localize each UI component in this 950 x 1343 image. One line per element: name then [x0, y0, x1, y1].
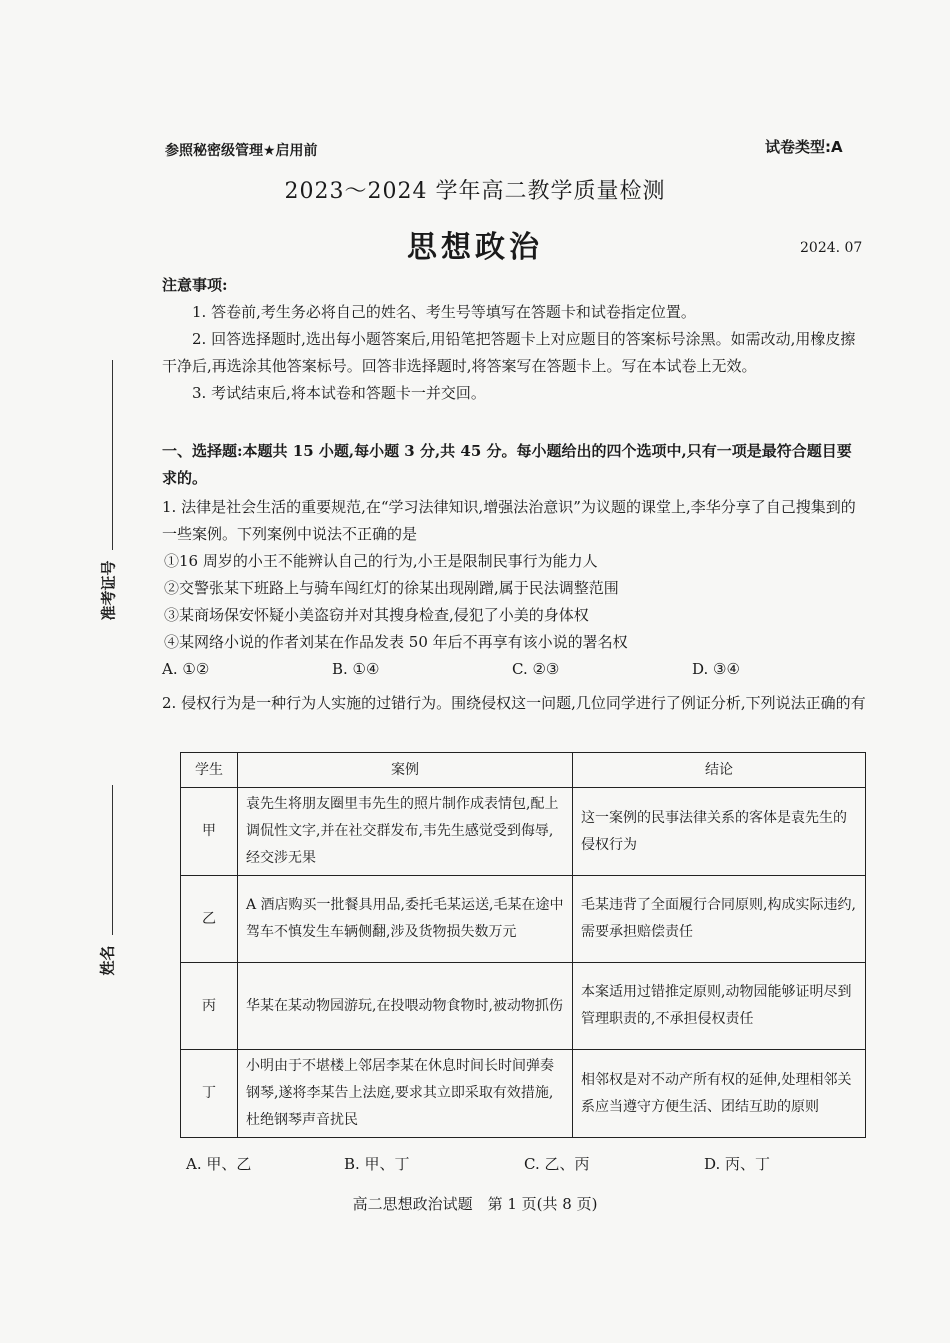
question-1-choices: [162, 656, 866, 683]
exam-title: 2023～2024 学年高二教学质量检测: [284, 179, 666, 204]
choice-b: B. 甲、丁: [344, 1155, 410, 1173]
exam-id-line: [112, 360, 113, 550]
conclusion-cell: 这一案例的民事法律关系的客体是袁先生的侵权行为: [573, 788, 866, 876]
paper-type: 试卷类型:A: [765, 138, 843, 156]
student-cell: 丙: [181, 963, 238, 1050]
choice-d: D. 丙、丁: [704, 1155, 771, 1173]
question-2-choices: [186, 1153, 866, 1174]
case-cell: 小明由于不堪楼上邻居李某在休息时间长时间弹奏钢琴,遂将李某告上法庭,要求其立即采取有效措施,杜绝钢琴声音扰民: [238, 1050, 573, 1138]
question-2-stem: [162, 690, 866, 717]
question-2-text: 2. 侵权行为是一种行为人实施的过错行为。围绕侵权这一问题,几位同学进行了例证分析,下列说法正确的有: [162, 694, 866, 712]
name-line: [112, 785, 113, 935]
student-cell: 丁: [181, 1050, 238, 1138]
conclusion-cell: 本案适用过错推定原则,动物园能够证明尽到管理职责的,不承担侵权责任: [573, 963, 866, 1050]
table-row: [181, 876, 866, 963]
table-row: [181, 1050, 866, 1138]
table-row: [181, 963, 866, 1050]
question-1-option: ①16 周岁的小王不能辨认自己的行为,小王是限制民事行为能力人: [164, 552, 598, 570]
exam-date: 2024. 07: [800, 240, 863, 256]
conclusion-cell: 相邻权是对不动产所有权的延伸,处理相邻关系应当遵守方便生活、团结互助的原则: [573, 1050, 866, 1138]
note-item: 3. 考试结束后,将本试卷和答题卡一并交回。: [192, 384, 486, 402]
question-1-option: ④某网络小说的作者刘某在作品发表 50 年后不再享有该小说的署名权: [164, 633, 628, 651]
student-cell: 甲: [181, 788, 238, 876]
exam-id-label: 准考证号: [99, 560, 118, 621]
question-1-option: ③某商场保安怀疑小美盗窃并对其搜身检查,侵犯了小美的身体权: [164, 606, 589, 624]
choice-b: B. ①④: [332, 660, 380, 678]
subject-title: 思想政治: [407, 230, 543, 265]
choice-d: D. ③④: [692, 660, 740, 678]
table-header: 结论: [573, 753, 866, 788]
name-label: 姓名: [98, 945, 117, 976]
notes-heading: 注意事项:: [162, 276, 228, 294]
question-1: [162, 494, 866, 683]
question-1-stem: 1. 法律是社会生活的重要规范,在“学习法律知识,增强法治意识”为议题的课堂上,李华分享了自己搜集到的一些案例。下列案例中说法不正确的是: [162, 498, 856, 543]
table-header: 案例: [238, 753, 573, 788]
section-heading: 一、选择题:本题共 15 小题,每小题 3 分,共 45 分。每小题给出的四个选项中,只有一项是最符合题目要求的。: [162, 442, 852, 487]
case-table: [180, 752, 866, 1138]
confidential-mark: 参照秘密级管理★启用前: [165, 143, 318, 159]
choice-c: C. 乙、丙: [524, 1155, 590, 1173]
note-item: 2. 回答选择题时,选出每小题答案后,用铅笔把答题卡上对应题目的答案标号涂黑。如需改动,用橡皮擦干净后,再选涂其他答案标号。回答非选择题时,将答案写在答题卡上。写在本试卷上无效。: [162, 330, 856, 375]
student-cell: 乙: [181, 876, 238, 963]
choice-c: C. ②③: [512, 660, 560, 678]
choice-a: A. 甲、乙: [186, 1155, 252, 1173]
page-footer: 高二思想政治试题 第 1 页(共 8 页): [352, 1195, 598, 1213]
table-header: 学生: [181, 753, 238, 788]
note-item: 1. 答卷前,考生务必将自己的姓名、考生号等填写在答题卡和试卷指定位置。: [192, 303, 696, 321]
choice-a: A. ①②: [162, 660, 210, 678]
table-row: [181, 788, 866, 876]
question-1-option: ②交警张某下班路上与骑车闯红灯的徐某出现剐蹭,属于民法调整范围: [164, 579, 619, 597]
case-cell: 袁先生将朋友圈里韦先生的照片制作成表情包,配上调侃性文字,并在社交群发布,韦先生感觉受到侮辱,经交涉无果: [238, 788, 573, 876]
case-cell: A 酒店购买一批餐具用品,委托毛某运送,毛某在途中驾车不慎发生车辆侧翻,涉及货物损失数万元: [238, 876, 573, 963]
conclusion-cell: 毛某违背了全面履行合同原则,构成实际违约,需要承担赔偿责任: [573, 876, 866, 963]
notes-list: [162, 299, 866, 407]
case-cell: 华某在某动物园游玩,在投喂动物食物时,被动物抓伤: [238, 963, 573, 1050]
